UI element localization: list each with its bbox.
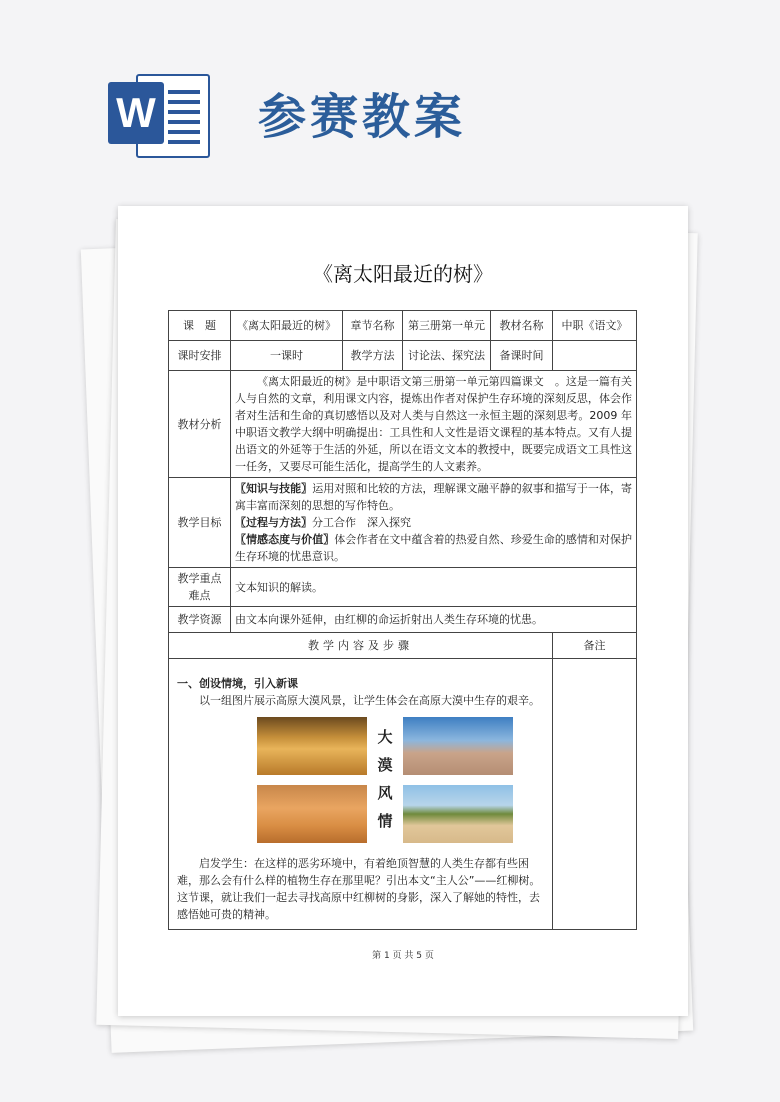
analysis-text: 《离太阳最近的树》是中职语文第三册第一单元第四篇课文 。这是一篇有关人与自然的文章，利用课文内容，提炼出作者对保护生存环境的深刻反思，体会作者对生活和生命的真切感悟以及对人类与自然这一永恒主题的深刻思考。2009 年中职语文教学大纲中明确提出：工具性和人文性是语文课程的基本特点。又有人提出语文的外延等于生活的外延，所以在语文文本的教授中，既要完成语文工具性这一任务，又要尽可能生活化，提高学生的人文素养。 <box>235 375 632 473</box>
section1-intro: 以一组图片展示高原大漠风景，让学生体会在高原大漠中生存的艰辛。 <box>199 694 540 707</box>
label-objectives: 教学目标 <box>169 478 231 568</box>
page-footer: 第 1 页 共 5 页 <box>372 951 434 961</box>
desert-photo <box>403 785 513 843</box>
table-row <box>169 659 637 930</box>
label-prep-time: 备课时间 <box>491 341 553 371</box>
objective-emotion-tag: 〖情感态度与价值〗 <box>235 533 335 546</box>
objective-process-tag: 〖过程与方法〗 <box>235 516 312 529</box>
section1-title: 一、创设情境，引入新课 <box>177 677 298 690</box>
table-row <box>169 633 637 659</box>
desert-photo-collage <box>257 717 513 845</box>
label-resources: 教学资源 <box>169 607 231 633</box>
section1-prompt: 启发学生：在这样的恶劣环境中，有着绝顶智慧的人类生存都有些困难，那么会有什么样的植物生存在那里呢？引出本文“主人公”——红柳树。这节课，就让我们一起去寻找高原中红柳树的身影，深入了解她的特性，去感悟她可贵的精神。 <box>177 857 541 921</box>
word-logo-letter: W <box>108 82 164 144</box>
desert-photo <box>257 717 367 775</box>
label-chapter: 章节名称 <box>343 311 403 341</box>
document-title: 《离太阳最近的树》 <box>313 262 493 286</box>
label-keypoints: 教学重点难点 <box>169 568 231 607</box>
document-page <box>118 206 688 1016</box>
label-textbook: 教材名称 <box>491 311 553 341</box>
value-method: 讨论法、探究法 <box>403 341 491 371</box>
objective-knowledge: 运用对照和比较的方法，理解课文融平静的叙事和描写于一体，寄寓丰富而深刻的思想的写作特色。 <box>235 482 633 512</box>
resources-text: 由文本向课外延伸，由红柳的命运折射出人类生存环境的忧患。 <box>231 607 637 633</box>
table-row <box>169 371 637 478</box>
objective-process: 分工合作 深入探究 <box>312 516 411 529</box>
objective-knowledge-tag: 〖知识与技能〗 <box>235 482 313 495</box>
desert-photo <box>403 717 513 775</box>
table-row <box>169 311 637 341</box>
notes-cell <box>553 659 637 930</box>
label-course: 课 题 <box>169 311 231 341</box>
value-prep-time <box>553 341 637 371</box>
value-chapter: 第三册第一单元 <box>403 311 491 341</box>
desert-photo <box>257 785 367 843</box>
objective-emotion: 体会作者在文中蕴含着的热爱自然、珍爱生命的感情和对保护生存环境的忧患意识。 <box>235 533 633 563</box>
value-course: 《离太阳最近的树》 <box>231 311 343 341</box>
photo-caption: 大漠风情 <box>377 728 393 830</box>
steps-header: 教学内容及步骤 <box>169 633 553 659</box>
header-title: 参赛教案 <box>258 89 467 145</box>
table-row <box>169 607 637 633</box>
lesson-plan-table <box>168 310 637 930</box>
table-row <box>169 478 637 568</box>
label-hours: 课时安排 <box>169 341 231 371</box>
label-method: 教学方法 <box>343 341 403 371</box>
value-textbook: 中职《语文》 <box>553 311 637 341</box>
notes-header: 备注 <box>553 633 637 659</box>
label-analysis: 教材分析 <box>169 371 231 478</box>
value-hours: 一课时 <box>231 341 343 371</box>
table-row <box>169 341 637 371</box>
table-row <box>169 568 637 607</box>
keypoints-text: 文本知识的解读。 <box>231 568 637 607</box>
word-logo-icon <box>108 68 208 160</box>
